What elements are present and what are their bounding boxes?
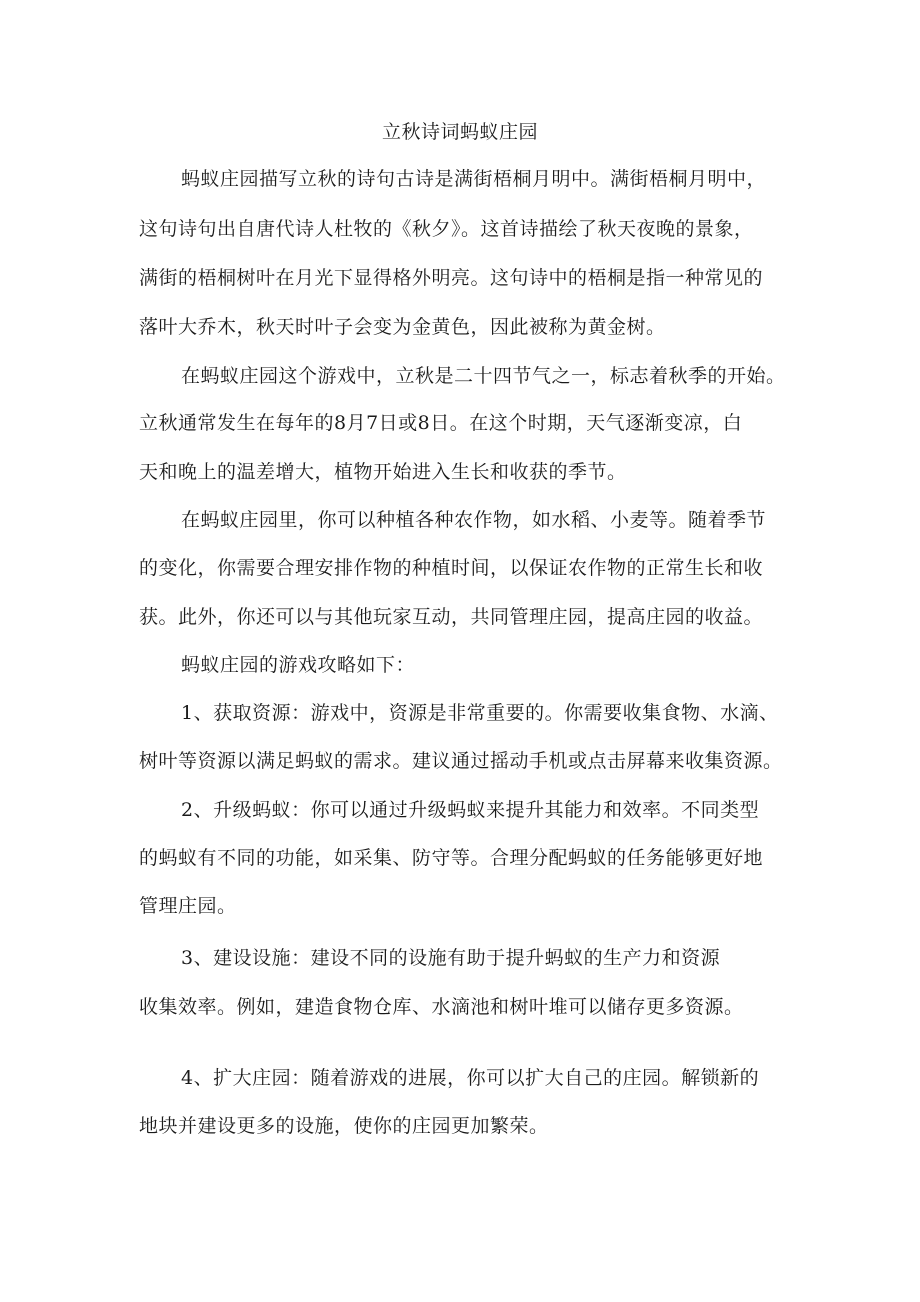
tip-4-line-2: 地块并建设更多的设施，使你的庄园更加繁荣。: [139, 1115, 549, 1137]
paragraph-3-line-3: 获。此外，你还可以与其他玩家互动，共同管理庄园，提高庄园的收益。: [139, 606, 764, 628]
paragraph-2-line-3: 天和晚上的温差增大，植物开始进入生长和收获的季节。: [139, 461, 627, 483]
paragraph-3-line-2: 的变化，你需要合理安排作物的种植时间，以保证农作物的正常生长和收: [139, 557, 764, 579]
tip-1-line-1: 1、获取资源：游戏中，资源是非常重要的。你需要收集食物、水滴、: [181, 702, 779, 724]
paragraph-1-line-3: 满街的梧桐树叶在月光下显得格外明亮。这句诗中的梧桐是指一种常见的: [139, 267, 764, 289]
strategy-heading: 蚂蚁庄园的游戏攻略如下：: [181, 654, 416, 676]
paragraph-2-line-2: 立秋通常发生在每年的8月7日或8日。在这个时期，天气逐渐变凉，白: [139, 412, 743, 434]
tip-2-line-2: 的蚂蚁有不同的功能，如采集、防守等。合理分配蚂蚁的任务能够更好地: [139, 847, 764, 869]
tip-4-line-1: 4、扩大庄园：随着游戏的进展，你可以扩大自己的庄园。解锁新的: [181, 1067, 760, 1089]
tip-2-line-1: 2、升级蚂蚁：你可以通过升级蚂蚁来提升其能力和效率。不同类型: [181, 799, 760, 821]
tip-3-line-2: 收集效率。例如，建造食物仓库、水滴池和树叶堆可以储存更多资源。: [139, 996, 744, 1018]
paragraph-1-line-1: 蚂蚁庄园描写立秋的诗句古诗是满街梧桐月明中。满街梧桐月明中，: [181, 168, 767, 190]
document-title: 立秋诗词蚂蚁庄园: [381, 121, 538, 143]
tip-3-line-1: 3、建设设施：建设不同的设施有助于提升蚂蚁的生产力和资源: [181, 947, 721, 969]
paragraph-2-line-1: 在蚂蚁庄园这个游戏中，立秋是二十四节气之一，标志着秋季的开始。: [181, 365, 786, 387]
paragraph-1-line-4: 落叶大乔木，秋天时叶子会变为金黄色，因此被称为黄金树。: [139, 316, 666, 338]
tip-2-line-3: 管理庄园。: [139, 895, 237, 917]
tip-1-line-2: 树叶等资源以满足蚂蚁的需求。建议通过摇动手机或点击屏幕来收集资源。: [139, 750, 783, 772]
paragraph-1-line-2: 这句诗句出自唐代诗人杜牧的《秋夕》。这首诗描绘了秋天夜晚的景象，: [139, 218, 754, 240]
paragraph-3-line-1: 在蚂蚁庄园里，你可以种植各种农作物，如水稻、小麦等。随着季节: [181, 509, 767, 531]
